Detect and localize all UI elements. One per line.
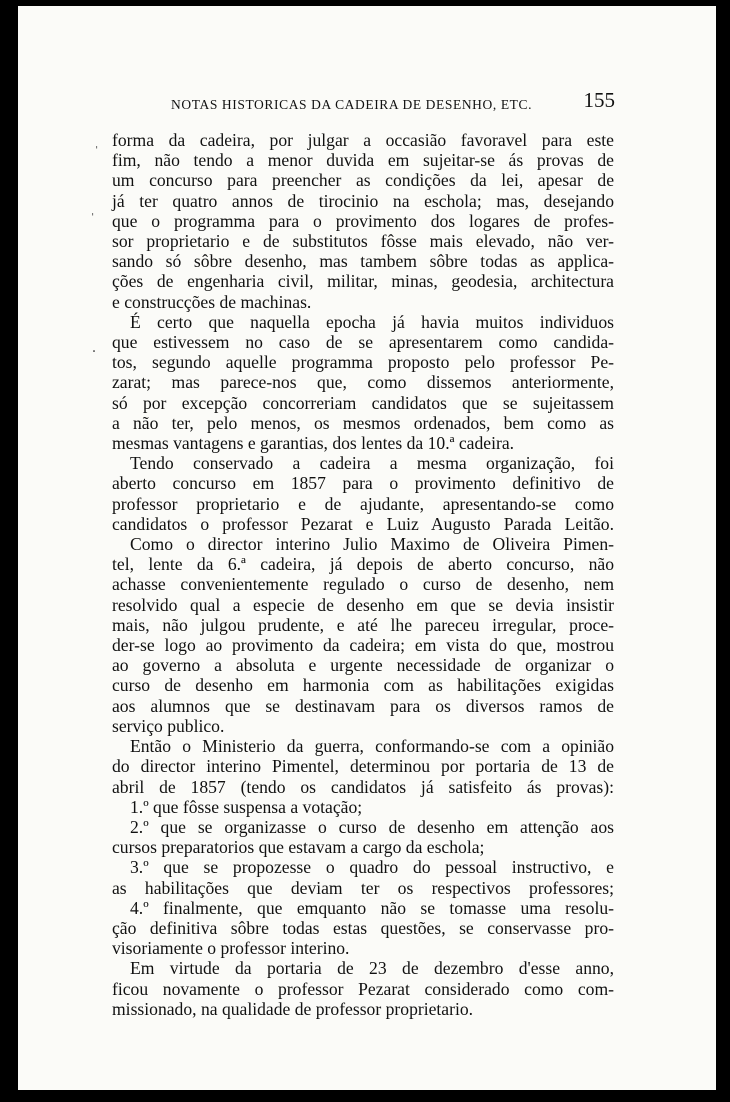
page-header	[113, 88, 615, 118]
text-line: Em virtude da portaria de 23 de dezembro d'esse anno,	[130, 958, 614, 979]
text-line: ções de engenharia civil, militar, minas, geodesia, architectura	[112, 271, 614, 292]
text-line: resolvido qual a especie de desenho em que se devia insistir	[112, 594, 614, 615]
text-line: visoriamente o professor interino.	[112, 938, 350, 959]
text-line: professor proprietario e de ajudante, apresentando-se como	[112, 493, 614, 514]
paragraph-5	[112, 736, 614, 797]
text-line: cursos preparatorios que estavam a cargo da eschola;	[112, 837, 485, 858]
text-line: missionado, na qualidade de professor proprietario.	[112, 998, 474, 1019]
text-line: a não ter, pelo menos, os mesmos ordenados, bem como as	[112, 412, 614, 433]
text-line: abril de 1857 (tendo os candidatos já satisfeito ás provas):	[112, 776, 614, 797]
text-line: sando só sôbre desenho, mas tambem sôbre todas as applica-	[112, 251, 614, 272]
text-line: aberto concurso em 1857 para o provimento definitivo de	[112, 473, 614, 494]
list-item-4	[112, 898, 614, 959]
text-line: serviço publico.	[112, 715, 225, 736]
text-line: as habilitações que deviam ter os respectivos professores;	[112, 877, 614, 898]
text-line: ção definitiva sôbre todas estas questões, se conservasse pro-	[112, 917, 614, 938]
paragraph-2	[112, 312, 614, 453]
text-line: só por excepção concorreriam candidatos que se sujeitassem	[112, 392, 614, 413]
text-line: zarat; mas parece-nos que, como dissemos anteriormente,	[112, 372, 614, 393]
text-line: fim, não tendo a menor duvida em sujeitar-se ás provas de	[112, 150, 614, 171]
text-line: Como o director interino Julio Maximo de Oliveira Pimen-	[130, 534, 614, 555]
list-item-2	[112, 817, 614, 857]
text-line: que o programma para o provimento dos logares de profes-	[112, 210, 614, 231]
text-line: mesmas vantagens e garantias, dos lentes da 10.ª cadeira.	[112, 433, 515, 454]
page-number: 155	[583, 88, 615, 112]
book-page	[18, 6, 716, 1090]
text-line: É certo que naquella epocha já havia muitos individuos	[130, 311, 614, 332]
text-line: 1.º que fôsse suspensa a votação;	[130, 796, 363, 817]
margin-mark: ˈ	[90, 211, 96, 228]
text-line: 2.º que se organizasse o curso de desenho em attenção aos	[130, 816, 614, 837]
text-line: forma da cadeira, por julgar a occasião favoravel para este	[112, 130, 614, 150]
margin-mark: ˌ	[94, 132, 100, 149]
text-line: ficou novamente o professor Pezarat considerado como com-	[112, 978, 614, 999]
running-title: NOTAS HISTORICAS DA CADEIRA DE DESENHO, ETC.	[171, 97, 533, 112]
text-line: achasse convenientemente regulado o curso de desenho, nem	[112, 574, 614, 595]
paragraph-6	[112, 958, 614, 1019]
text-line: já ter quatro annos de tirocinio na eschola; mas, desejando	[112, 190, 614, 211]
list-item-3	[112, 857, 614, 897]
list-item-1	[112, 797, 614, 817]
text-line: tos, segundo aquelle programma proposto pelo professor Pe-	[112, 352, 614, 373]
text-line: der-se logo ao provimento da cadeira; em vista do que, mostrou	[112, 635, 614, 656]
paragraph-4	[112, 534, 614, 736]
text-line: e construcções de machinas.	[112, 291, 312, 312]
paragraph-3	[112, 453, 614, 534]
text-line: Tendo conservado a cadeira a mesma organização, foi	[130, 453, 614, 474]
paragraph-1	[112, 130, 614, 312]
text-line: ao governo a absoluta e urgente necessidade de organizar o	[112, 655, 614, 676]
text-line: aos alumnos que se destinavam para os diversos ramos de	[112, 695, 614, 716]
text-line: mais, não julgou prudente, e até lhe pareceu irregular, proce-	[112, 614, 614, 635]
text-line: 4.º finalmente, que emquanto não se tomasse uma resolu-	[130, 897, 614, 918]
text-line: Então o Ministerio da guerra, conformando-se com a opinião	[130, 736, 614, 757]
margin-mark: .	[92, 339, 96, 356]
body-text	[112, 130, 614, 1019]
text-line: do director interino Pimentel, determinou por portaria de 13 de	[112, 756, 614, 777]
text-line: curso de desenho em harmonia com as habilitações exigidas	[112, 675, 614, 696]
text-line: candidatos o professor Pezarat e Luiz Augusto Parada Leitão.	[112, 513, 614, 534]
text-line: 3.º que se propozesse o quadro do pessoal instructivo, e	[130, 857, 614, 878]
text-line: sor proprietario e de substitutos fôsse mais elevado, não ver-	[112, 231, 614, 252]
text-line: tel, lente da 6.ª cadeira, já depois de aberto concurso, não	[112, 554, 614, 575]
text-line: que estivessem no caso de se apresentarem como candida-	[112, 332, 614, 353]
text-line: um concurso para preencher as condições da lei, apesar de	[112, 170, 614, 191]
